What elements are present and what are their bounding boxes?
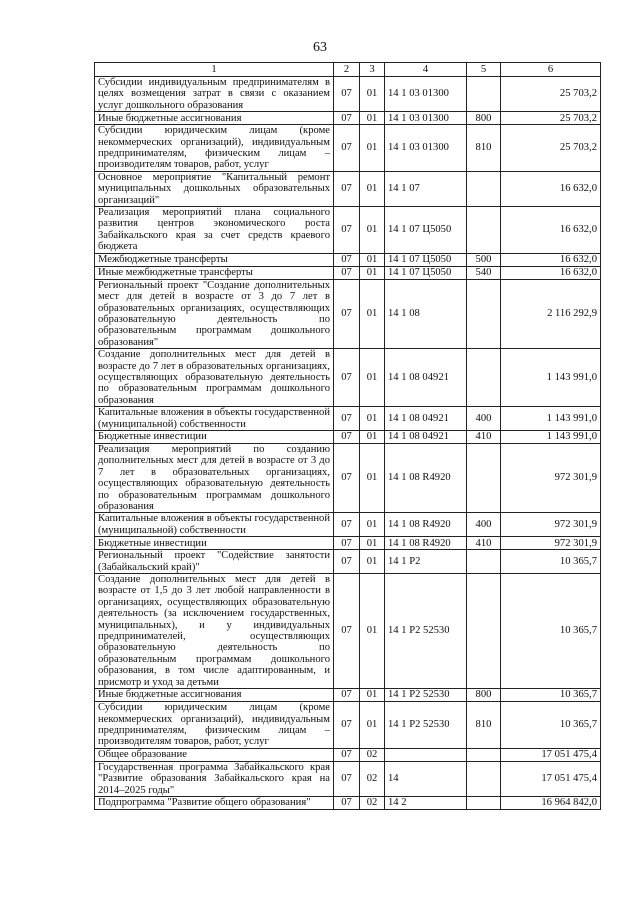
- row-name: Бюджетные инвестиции: [95, 430, 334, 443]
- section-code: 07: [334, 207, 360, 254]
- expense-type-code: [467, 550, 501, 574]
- table-row: [95, 207, 601, 254]
- subsection-code: 01: [360, 349, 385, 407]
- expense-type-code: 400: [467, 513, 501, 537]
- table-row: [95, 171, 601, 206]
- table-row: [95, 761, 601, 796]
- subsection-code: 01: [360, 689, 385, 702]
- row-name: Субсидии индивидуальным предпринимателям в целях возмещения затрат в связи с оказанием услуг дошкольного образования: [95, 77, 334, 112]
- section-code: 07: [334, 689, 360, 702]
- row-name: Общее образование: [95, 748, 334, 761]
- expense-type-code: 810: [467, 702, 501, 749]
- amount: 10 365,7: [501, 574, 601, 689]
- amount: 1 143 991,0: [501, 349, 601, 407]
- target-article-code: 14 1 07 Ц5050: [385, 253, 467, 266]
- subsection-code: 01: [360, 279, 385, 348]
- column-header-expense-type: 5: [467, 63, 501, 77]
- amount: 10 365,7: [501, 689, 601, 702]
- target-article-code: 14 1 03 01300: [385, 125, 467, 172]
- row-name: Реализация мероприятий плана социального развития центров экономического роста Забайкальского края за счет средств краевого бюджета: [95, 207, 334, 254]
- table-row: [95, 550, 601, 574]
- expense-type-code: 500: [467, 253, 501, 266]
- table-row: [95, 443, 601, 512]
- subsection-code: 02: [360, 748, 385, 761]
- expense-type-code: [467, 279, 501, 348]
- amount: 972 301,9: [501, 537, 601, 550]
- subsection-code: 02: [360, 761, 385, 796]
- amount: 16 632,0: [501, 207, 601, 254]
- target-article-code: 14 1 08: [385, 279, 467, 348]
- row-name: Межбюджетные трансферты: [95, 253, 334, 266]
- amount: 972 301,9: [501, 513, 601, 537]
- subsection-code: 01: [360, 537, 385, 550]
- amount: 16 632,0: [501, 171, 601, 206]
- amount: 17 051 475,4: [501, 761, 601, 796]
- target-article-code: 14 2: [385, 796, 467, 809]
- subsection-code: 01: [360, 125, 385, 172]
- row-name: Государственная программа Забайкальского края "Развитие образования Забайкальского края на 2014–2025 годы": [95, 761, 334, 796]
- amount: 2 116 292,9: [501, 279, 601, 348]
- table-row: [95, 77, 601, 112]
- subsection-code: 01: [360, 207, 385, 254]
- expense-type-code: 800: [467, 112, 501, 125]
- subsection-code: 01: [360, 171, 385, 206]
- target-article-code: 14 1 08 R4920: [385, 443, 467, 512]
- target-article-code: 14 1 P2 52530: [385, 574, 467, 689]
- section-code: 07: [334, 550, 360, 574]
- section-code: 07: [334, 513, 360, 537]
- table-row: [95, 574, 601, 689]
- row-name: Подпрограмма "Развитие общего образования": [95, 796, 334, 809]
- section-code: 07: [334, 748, 360, 761]
- subsection-code: 01: [360, 407, 385, 431]
- target-article-code: 14 1 03 01300: [385, 112, 467, 125]
- column-header-subsection: 3: [360, 63, 385, 77]
- row-name: Иные бюджетные ассигнования: [95, 112, 334, 125]
- section-code: 07: [334, 430, 360, 443]
- expense-type-code: 410: [467, 537, 501, 550]
- target-article-code: 14 1 03 01300: [385, 77, 467, 112]
- target-article-code: 14 1 07 Ц5050: [385, 266, 467, 279]
- section-code: 07: [334, 796, 360, 809]
- subsection-code: 01: [360, 112, 385, 125]
- table-row: [95, 112, 601, 125]
- section-code: 07: [334, 125, 360, 172]
- subsection-code: 02: [360, 796, 385, 809]
- subsection-code: 01: [360, 430, 385, 443]
- expense-type-code: 400: [467, 407, 501, 431]
- section-code: 07: [334, 112, 360, 125]
- section-code: 07: [334, 443, 360, 512]
- row-name: Региональный проект "Содействие занятости (Забайкальский край)": [95, 550, 334, 574]
- expense-type-code: [467, 77, 501, 112]
- expense-type-code: 800: [467, 689, 501, 702]
- row-name: Капитальные вложения в объекты государственной (муниципальной) собственности: [95, 407, 334, 431]
- section-code: 07: [334, 574, 360, 689]
- subsection-code: 01: [360, 443, 385, 512]
- expense-type-code: [467, 207, 501, 254]
- expense-type-code: [467, 443, 501, 512]
- section-code: 07: [334, 702, 360, 749]
- expense-type-code: 810: [467, 125, 501, 172]
- table-row: [95, 279, 601, 348]
- expense-type-code: [467, 796, 501, 809]
- row-name: Региональный проект "Создание дополнительных мест для детей в возрасте от 3 до 7 лет в образовательных организациях, осуществляющих образовательную деятельность по образовательным программам дошкольного образования": [95, 279, 334, 348]
- table-row: [95, 513, 601, 537]
- table-row: [95, 430, 601, 443]
- table-row: [95, 689, 601, 702]
- amount: 1 143 991,0: [501, 407, 601, 431]
- section-code: 07: [334, 349, 360, 407]
- expense-type-code: [467, 171, 501, 206]
- section-code: 07: [334, 171, 360, 206]
- table-row: [95, 125, 601, 172]
- row-name: Субсидии юридическим лицам (кроме некоммерческих организаций), индивидуальным предпринимателям, физическим лицам – производителям товаров, работ, услуг: [95, 125, 334, 172]
- subsection-code: 01: [360, 574, 385, 689]
- section-code: 07: [334, 537, 360, 550]
- target-article-code: 14 1 P2: [385, 550, 467, 574]
- budget-table: [94, 62, 601, 810]
- amount: 10 365,7: [501, 702, 601, 749]
- subsection-code: 01: [360, 253, 385, 266]
- target-article-code: 14 1 08 04921: [385, 430, 467, 443]
- amount: 16 632,0: [501, 253, 601, 266]
- row-name: Бюджетные инвестиции: [95, 537, 334, 550]
- table-row: [95, 349, 601, 407]
- table-header-row: [95, 63, 601, 77]
- amount: 17 051 475,4: [501, 748, 601, 761]
- column-header-section: 2: [334, 63, 360, 77]
- target-article-code: 14 1 08 04921: [385, 407, 467, 431]
- section-code: 07: [334, 266, 360, 279]
- subsection-code: 01: [360, 702, 385, 749]
- amount: 25 703,2: [501, 125, 601, 172]
- expense-type-code: 410: [467, 430, 501, 443]
- target-article-code: 14 1 08 04921: [385, 349, 467, 407]
- row-name: Реализация мероприятий по созданию дополнительных мест для детей в возрасте от 3 до 7 лет в образовательных организациях, осуществляющих образовательную деятельность по образовательным программам дошкольного образования: [95, 443, 334, 512]
- expense-type-code: [467, 349, 501, 407]
- table-row: [95, 796, 601, 809]
- row-name: Субсидии юридическим лицам (кроме некоммерческих организаций), индивидуальным предпринимателям, физическим лицам – производителям товаров, работ, услуг: [95, 702, 334, 749]
- row-name: Создание дополнительных мест для детей в возрасте от 1,5 до 3 лет любой направленности в организациях, осуществляющих образовательную деятельность (за исключением государственных, муниципальных), и у индивидуальных предпринимателей, осуществляющих образовательную деятельность по образовательным программам дошкольного образования, в том числе адаптированным, и присмотр и уход за детьми: [95, 574, 334, 689]
- row-name: Создание дополнительных мест для детей в возрасте до 7 лет в образовательных организациях, осуществляющих образовательную деятельность по образовательным программам дошкольного образования: [95, 349, 334, 407]
- row-name: Основное мероприятие "Капитальный ремонт муниципальных дошкольных образовательных организаций": [95, 171, 334, 206]
- table-row: [95, 748, 601, 761]
- expense-type-code: 540: [467, 266, 501, 279]
- target-article-code: 14 1 08 R4920: [385, 537, 467, 550]
- amount: 10 365,7: [501, 550, 601, 574]
- amount: 1 143 991,0: [501, 430, 601, 443]
- subsection-code: 01: [360, 550, 385, 574]
- table-row: [95, 537, 601, 550]
- amount: 16 964 842,0: [501, 796, 601, 809]
- amount: 16 632,0: [501, 266, 601, 279]
- row-name: Иные бюджетные ассигнования: [95, 689, 334, 702]
- row-name: Капитальные вложения в объекты государственной (муниципальной) собственности: [95, 513, 334, 537]
- target-article-code: 14 1 07: [385, 171, 467, 206]
- section-code: 07: [334, 407, 360, 431]
- amount: 972 301,9: [501, 443, 601, 512]
- amount: 25 703,2: [501, 77, 601, 112]
- section-code: 07: [334, 761, 360, 796]
- table-row: [95, 407, 601, 431]
- subsection-code: 01: [360, 513, 385, 537]
- subsection-code: 01: [360, 77, 385, 112]
- section-code: 07: [334, 279, 360, 348]
- column-header-amount: 6: [501, 63, 601, 77]
- column-header-name: 1: [95, 63, 334, 77]
- expense-type-code: [467, 574, 501, 689]
- section-code: 07: [334, 253, 360, 266]
- target-article-code: [385, 748, 467, 761]
- target-article-code: 14 1 08 R4920: [385, 513, 467, 537]
- expense-type-code: [467, 748, 501, 761]
- section-code: 07: [334, 77, 360, 112]
- table-row: [95, 266, 601, 279]
- table-row: [95, 702, 601, 749]
- table-row: [95, 253, 601, 266]
- target-article-code: 14 1 P2 52530: [385, 702, 467, 749]
- target-article-code: 14: [385, 761, 467, 796]
- target-article-code: 14 1 P2 52530: [385, 689, 467, 702]
- target-article-code: 14 1 07 Ц5050: [385, 207, 467, 254]
- column-header-target-article: 4: [385, 63, 467, 77]
- row-name: Иные межбюджетные трансферты: [95, 266, 334, 279]
- expense-type-code: [467, 761, 501, 796]
- page-number: 63: [313, 40, 327, 55]
- amount: 25 703,2: [501, 112, 601, 125]
- subsection-code: 01: [360, 266, 385, 279]
